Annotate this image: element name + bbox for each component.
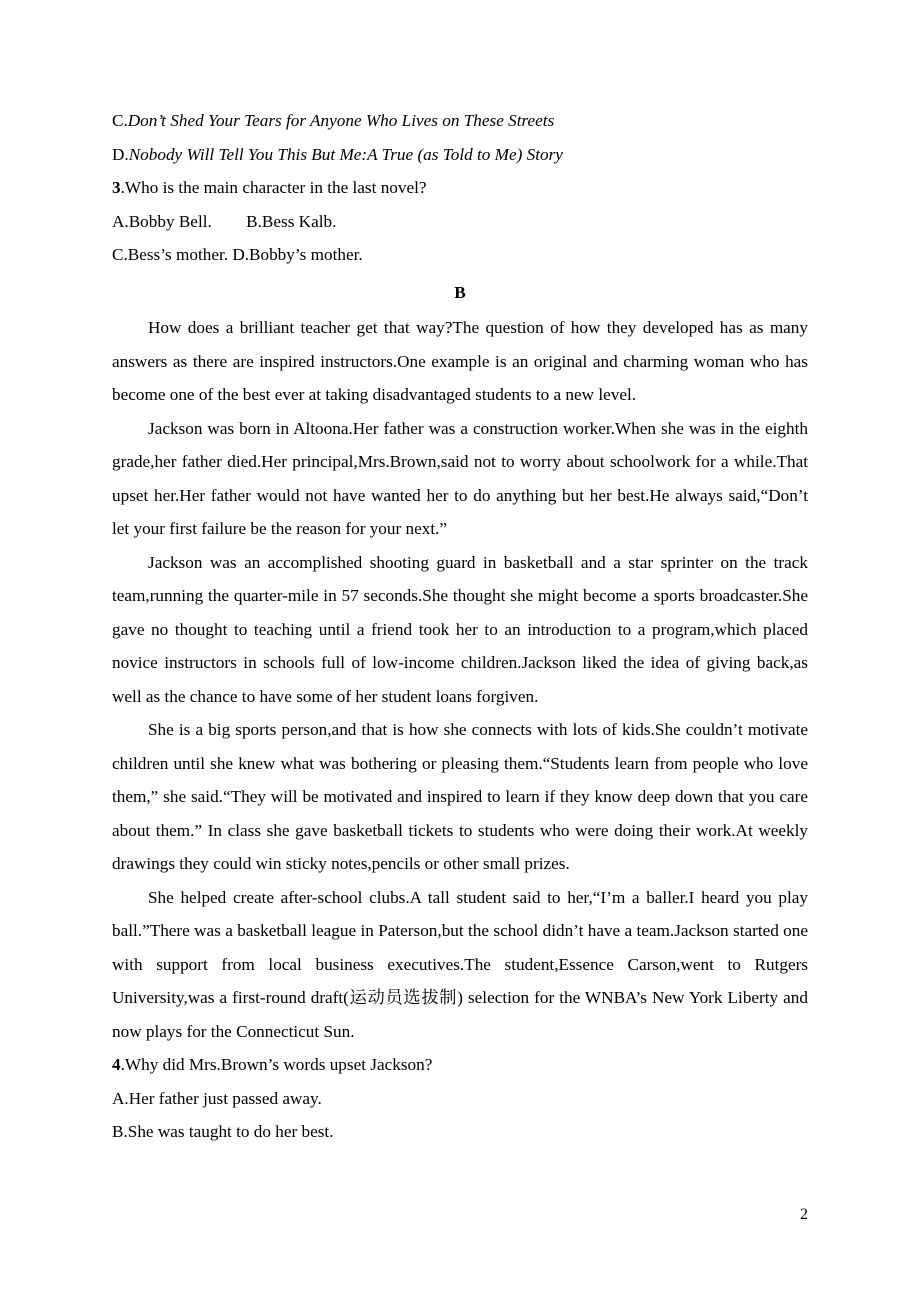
question-4-option-a: A.Her father just passed away. [112,1088,322,1108]
option-line-c [112,104,808,138]
question-4-text: .Why did Mrs.Brown’s words upset Jackson? [120,1055,433,1074]
question-4-stem [112,1048,808,1082]
option-text-c: Don’t Shed Your Tears for Anyone Who Lives on These Streets [127,111,555,130]
question-3-options-row-2: C.Bess’s mother. D.Bobby’s mother. [112,245,363,264]
question-3-number: 3 [112,178,121,197]
question-4-option-b: B.She was taught to do her best. [112,1122,334,1141]
page-number: 2 [800,1206,808,1223]
passage-paragraph-4: She is a big sports person,and that is how she connects with lots of kids.She couldn’t motivate children until she knew what was bothering or pleasing them.“Students learn from people who love them,” she said.“They will be motivated and inspired to learn if they know deep down that you care about them.” In class she gave basketball tickets to students who were doing their work.At weekly drawings they could win sticky notes,pencils or other small prizes. [112,720,808,873]
question-3-text: .Who is the main character in the last novel? [120,178,427,197]
section-letter-b: B [454,282,466,302]
question-3-options-row-1: A.Bobby Bell. B.Bess Kalb. [112,211,337,231]
question-3-stem [112,171,808,205]
option-label-d: D. [112,144,129,164]
question-4-number: 4 [112,1055,121,1074]
option-label-c: C. [112,111,128,130]
passage-paragraph-2: Jackson was born in Altoona.Her father was a construction worker.When she was in the eighth grade,her father died.Her principal,Mrs.Brown,said not to worry about schoolwork for a while.That upset her.Her father would not have wanted her to do anything but her best.He always said,“Don’t let your first failure be the reason for your next.” [112,418,808,538]
option-line-d [112,138,808,172]
passage-paragraph-5: She helped create after-school clubs.A tall student said to her,“I’m a baller.I heard you play ball.”There was a basketball league in Paterson,but the school didn’t have a team.Jackson started one with support from local business executives.The student,Essence Carson,went to Rutgers University,was a first-round draft(运动员选拔制) selection for the WNBA’s New York Liberty and now plays for the Connecticut Sun. [112,887,808,1041]
passage-paragraph-3: Jackson was an accomplished shooting guard in basketball and a star sprinter on the track team,running the quarter-mile in 57 seconds.She thought she might become a sports broadcaster.She gave no thought to teaching until a friend took her to an introduction to a program,which placed novice instructors in schools full of low-income children.Jackson liked the idea of giving back,as well as the chance to have some of her student loans forgiven. [112,552,808,706]
option-text-d: Nobody Will Tell You This But Me:A True (as Told to Me) Story [128,144,563,164]
passage-paragraph-1: How does a brilliant teacher get that way?The question of how they developed has as many answers as there are inspired instructors.One example is an original and charming woman who has become one of the best ever at taking disadvantaged students to a new level. [112,318,808,404]
